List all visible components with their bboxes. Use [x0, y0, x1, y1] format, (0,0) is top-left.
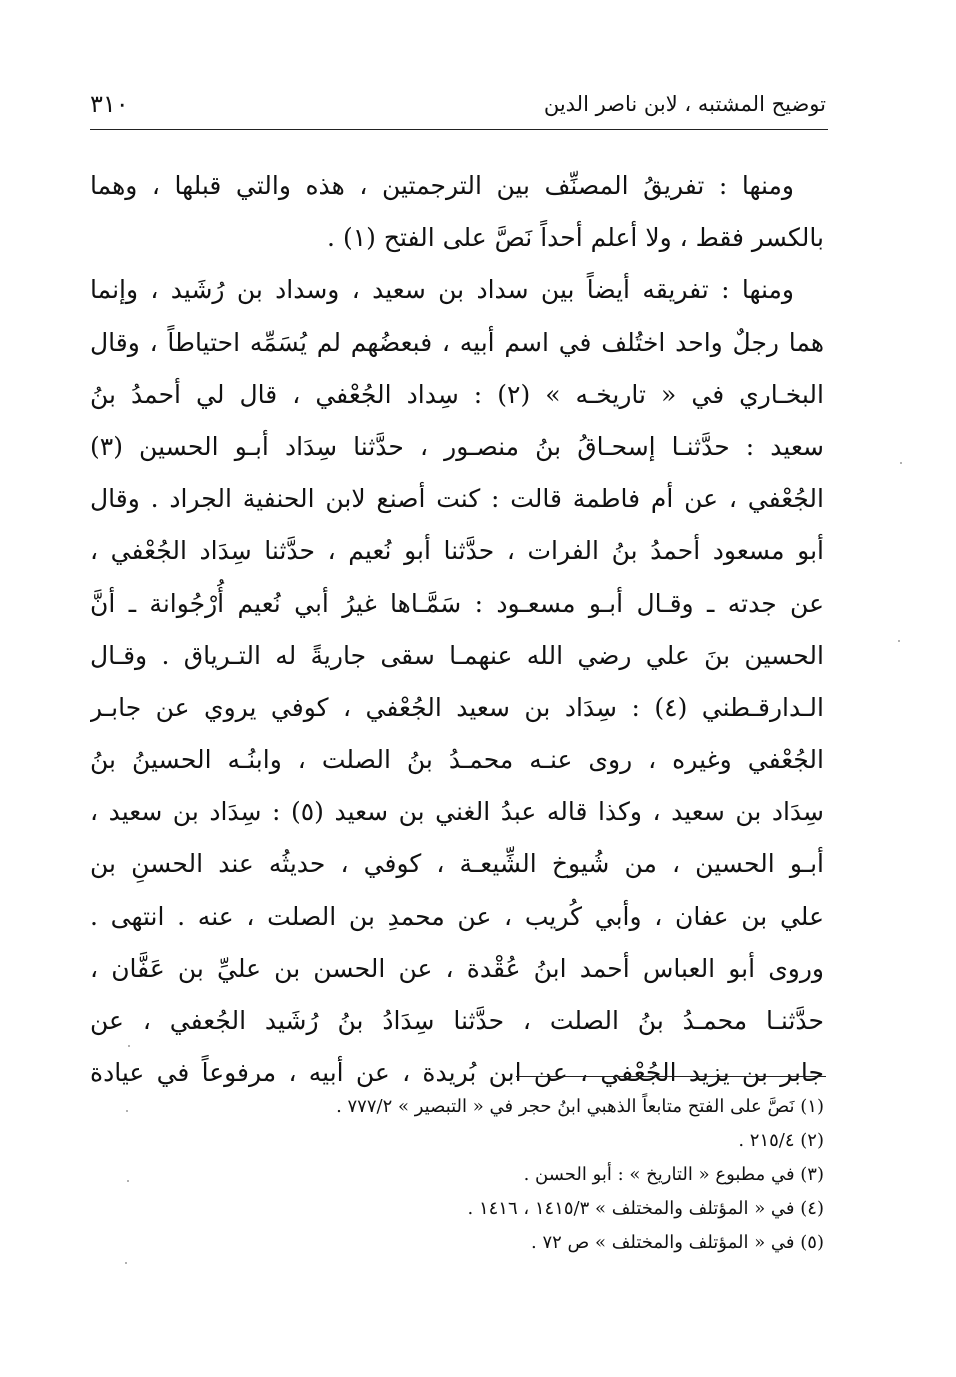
scan-speck — [898, 640, 900, 642]
footnotes — [300, 1090, 824, 1260]
text-line: الحسين بنَ علي رضي الله عنهمـا سقى جاريةً له التـرياق . وقـال — [90, 640, 824, 670]
text-line: عن جدته ـ وقـال أبـو مسعـود : سَمَّـاها غيرُ أبي نُعيم أُرْجُوانة ـ أنَّ — [90, 588, 824, 618]
text-line: سِدَاد بن سعيد ، وكذا قاله عبدُ الغني بن سعيد (٥) : سِدَاد بن سعيد ، — [90, 797, 824, 827]
text-line: حدَّثنـا محمـدُ بنُ الصلت ، حدَّثنا سِدَادُ بنُ رُشَيد الجُعفي ، عن — [90, 1006, 824, 1035]
scan-speck — [900, 462, 902, 464]
text-line: جابر بن يزيد الجُعْفي ، عن ابن بُريدة ، عن أبيه ، مرفوعاً في عيادة — [90, 1058, 824, 1088]
footnote-4: (٤) في « المؤتلف والمختلف » ١٤١٥/٣ ، ١٤١٦ . — [467, 1198, 824, 1219]
text-line: الـدارقـطني (٤) : سِدَاد بن سعيد الجُعْفي ، كوفي يروي عن جابـر — [90, 692, 824, 722]
text-line: أبو مسعود أحمدُ بنُ الفرات ، حدَّثنا أبو نُعيم ، حدَّثنا سِدَاد الجُعْفي ، — [90, 536, 824, 566]
footnote-1: (١) نَصَّ على الفتح متابعاً الذهبي ابنُ حجر في « التبصير » ٧٧٧/٢ . — [336, 1096, 824, 1117]
main-text — [90, 160, 824, 1099]
text-line: هما رجلٌ واحد اختُلف في اسم أبيه ، فبعضُهم لم يُسَمِّه احتياطاً ، وقال — [90, 327, 824, 357]
page-number: ٣١٠ — [90, 90, 129, 118]
header-divider — [90, 129, 828, 130]
text-line: الجُعْفي ، عن أم فاطمة قالت : كنت أصنع لابن الحنفية الجراد . وقال — [90, 484, 824, 514]
text-line: ومنها : تفريقُ المصنِّف بين الترجمتين ، هذه والتي قبلها ، وهما — [90, 171, 794, 200]
text-line: بالكسر فقط ، ولا أعلم أحداً نَصَّ على الفتح (١) . — [327, 223, 824, 253]
scan-speck — [125, 1262, 127, 1264]
text-line: أبـو الحسين ، من شُيوخ الشِّيعـة ، كوفي ، حديثُه عند الحسنِ بن — [90, 849, 824, 879]
text-line: الجُعْفي وغيره ، روى عنـه محمـدُ بنُ الصلت ، وابنُـه الحسينُ بنُ — [90, 745, 824, 775]
footnote-2: (٢) ٢١٥/٤ . — [738, 1130, 824, 1151]
scan-speck — [128, 1045, 130, 1047]
text-line: وروى أبو العباس أحمد ابنُ عُقْدة ، عن الحسن بن عليِّ بن عَفَّان ، — [90, 953, 824, 983]
text-line: ومنها : تفريقه أيضاً بين سداد بن سعيد ، وسداد بن رُشَيد ، وإنما — [90, 275, 794, 305]
scan-speck — [127, 1180, 129, 1182]
footnote-5: (٥) في « المؤتلف والمختلف » ص ٧٢ . — [531, 1232, 824, 1253]
text-line: سعيد : حدَّثنـا إسحـاقُ بنُ منصـور ، حدَّثنا سِدَاد أبـو الحسين (٣) — [90, 431, 824, 461]
footnote-3: (٣) في مطبوع « التاريخ » : أبو الحسن . — [523, 1164, 824, 1185]
scan-speck — [126, 1110, 128, 1112]
text-line: البخـاري في « تاريخـه » (٢) : سِداد الجُعْفي ، قال لي أحمدُ بنُ — [90, 379, 824, 409]
running-header — [90, 88, 826, 128]
running-header-title: توضيح المشتبه ، لابن ناصر الدين — [543, 92, 826, 116]
text-line: علي بن عفان ، وأبي كُريب ، عن محمدِ بن الصلت ، عنه . انتهى . — [90, 901, 824, 931]
footnote-divider — [516, 1076, 826, 1077]
